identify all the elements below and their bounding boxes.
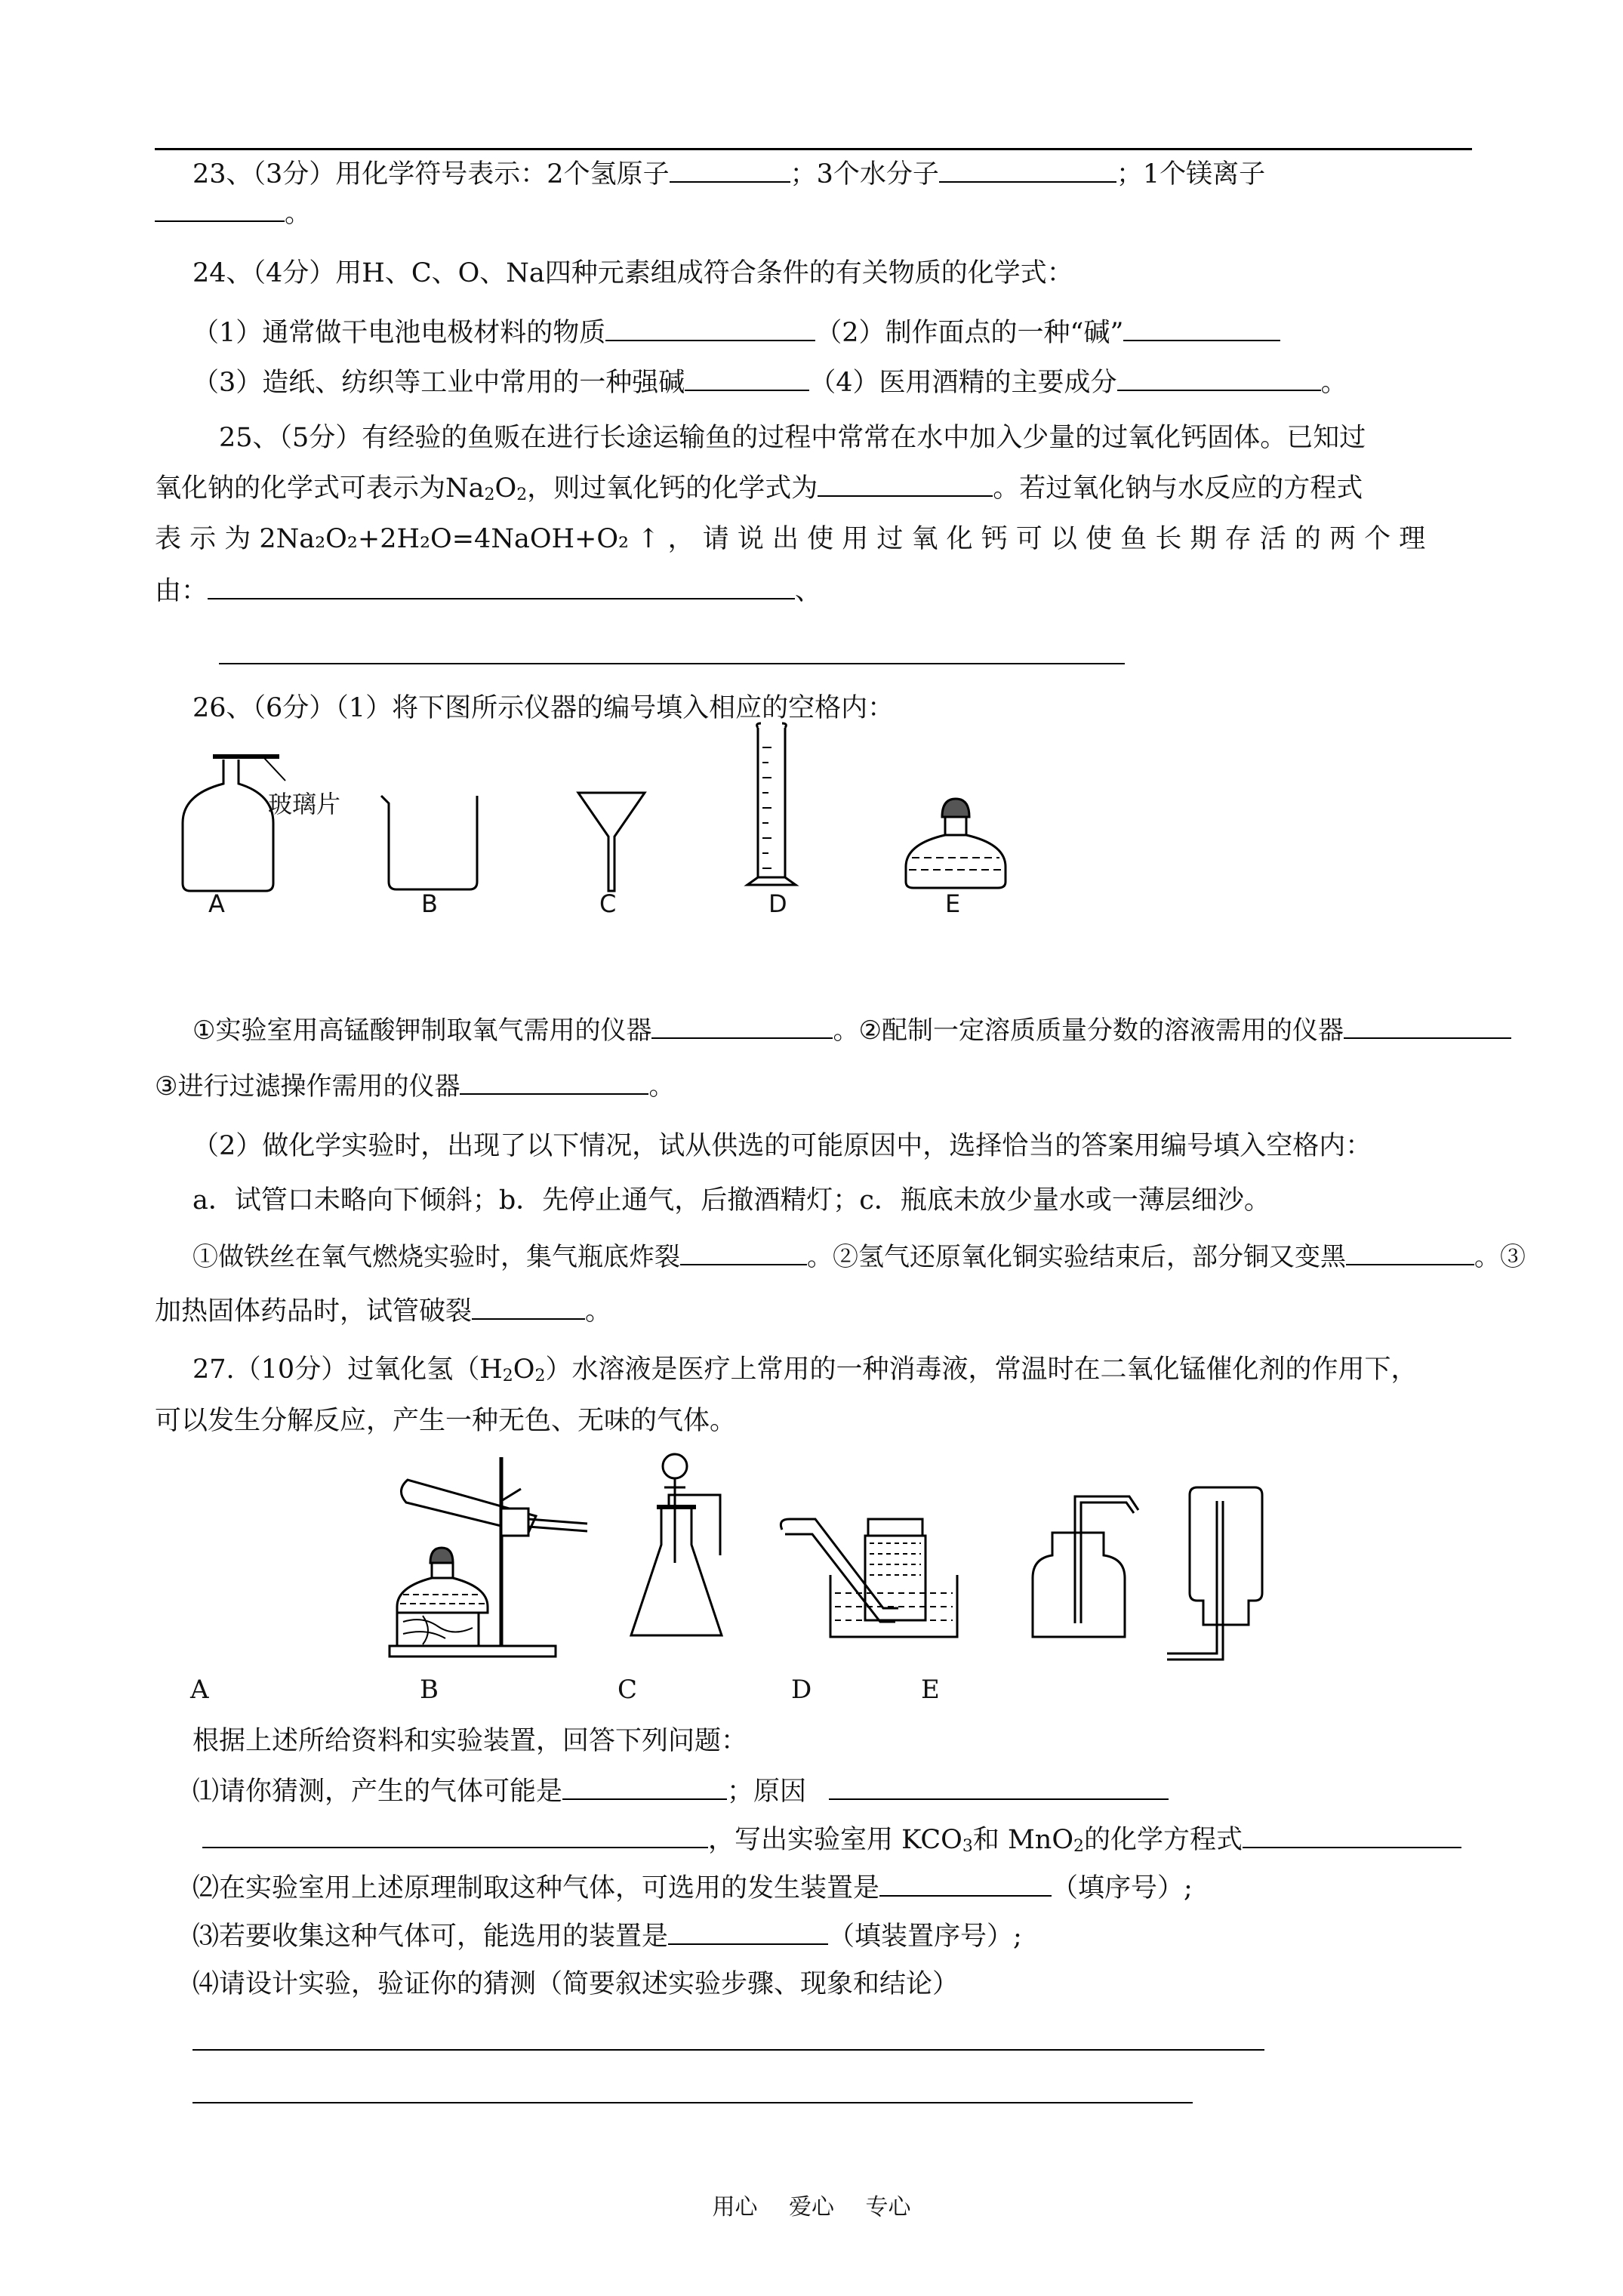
beaker-icon [381,796,477,889]
q25-line3: 表 示 为 2Na₂O₂+2H₂O=4NaOH+O₂ ↑ ， 请 说 出 使 用 过 氧 化 钙 可 以 使 鱼 长 期 存 活 的 两 个 理 [155,524,1426,554]
q27-s4: ⑷请设计实验，验证你的猜测（简要叙述实验步骤、现象和结论） [192,1969,959,1999]
q27-s1-cont: ，写出实验室用 $KCO_3$和 MnO$_2$的化学方程式 [202,1821,1461,1858]
q27-s1: ⑴请你猜测，产生的气体可能是 ；原因 [192,1773,1169,1810]
q27-s3: ⑶若要收集这种气体可，能选用的装置是 （填装置序号）; [192,1918,1022,1955]
q27-blank-reason[interactable] [829,1773,1169,1800]
q26-blank-iron[interactable] [680,1238,807,1265]
q26-blank-solution[interactable] [1344,1012,1511,1039]
q25-blank-formula[interactable] [818,470,993,497]
q24-blank-4[interactable] [1117,364,1321,391]
glass-plate-label: 玻璃片 [268,790,341,818]
q24-row2: （3）造纸、纺织等工业中常用的一种强碱 （4）医用酒精的主要成分 。 [192,364,1347,401]
header-rule [155,148,1472,150]
q25-line1: 25、（5分）有经验的鱼贩在进行长途运输鱼的过程中常常在水中加入少量的过氧化钙固体。已知过 [219,423,1366,453]
footer-word-1: 用心 [712,2194,758,2220]
q25-line2: 氧化钠的化学式可表示为$Na_2O_2$，则过氧化钙的化学式为 。若过氧化钠与水反应的方程式 [155,470,1363,507]
gas-collection-bottle-down-icon [1167,1487,1262,1660]
q26-blank-kmno4[interactable] [651,1012,833,1039]
graduated-cylinder-icon [747,723,796,885]
q24-blank-2[interactable] [1123,314,1280,341]
q27-blank-gas[interactable] [562,1773,727,1800]
q23-blank-h-atoms[interactable] [670,156,790,183]
q27-blank-collector[interactable] [668,1918,828,1945]
funnel-icon [578,793,645,891]
heating-apparatus-icon [390,1457,587,1657]
footer-word-2: 爱心 [789,2194,834,2220]
water-trough-icon [781,1519,957,1637]
q26-blank-tube[interactable] [472,1293,585,1320]
q25-line4: 由： 、 [155,572,821,609]
instrument-label-b: B [421,889,438,918]
q24-row1: （1）通常做干电池电极材料的物质 （2）制作面点的一种“碱” [192,314,1280,351]
instrument-label-a: A [208,889,225,918]
instrument-label-c: C [599,889,617,918]
q26-p6: 加热固体药品时，试管破裂 。 [155,1293,611,1330]
q24-blank-1[interactable] [605,314,815,341]
q27-s2: ⑵在实验室用上述原理制取这种气体，可选用的发生装置是 （填序号）; [192,1869,1193,1906]
q23-line2: 。 [155,195,311,232]
q23-blank-water[interactable] [939,156,1116,183]
q23-line1: 23、（3分）用化学符号表示：2个氢原子 ；3个水分子 ；1个镁离子 [192,156,1265,193]
page-footer [0,2188,1623,2221]
q27-line2: 可以发生分解反应，产生一种无色、无味的气体。 [155,1406,737,1436]
q26-intro: 26、（6分）（1）将下图所示仪器的编号填入相应的空格内： [192,693,895,723]
gas-collection-bottle-up-icon [1033,1496,1138,1637]
q24-blank-3[interactable] [685,364,809,391]
instrument-label-d: D [768,889,787,918]
q27-question-intro: 根据上述所给资料和实验装置，回答下列问题： [192,1726,748,1756]
q26-p2: ③进行过滤操作需用的仪器 。 [155,1068,674,1105]
q26-p1: ①实验室用高锰酸钾制取氧气需用的仪器 。②配制一定溶质质量分数的溶液需用的仪器 [192,1012,1511,1049]
instrument-label-e: E [945,889,961,918]
q26-p4: a．试管口未略向下倾斜；b．先停止通气，后撤酒精灯；c．瓶底未放少量水或一薄层细沙。 [192,1185,1270,1216]
apparatus-label-e: E [921,1675,940,1705]
q27-blank-generator[interactable] [879,1869,1052,1897]
q27-blank-equation[interactable] [1243,1821,1461,1848]
footer-word-3: 专心 [865,2194,911,2220]
q23-blank-mg-ion[interactable] [155,195,285,222]
apparatus-label-a: A [190,1675,209,1705]
conical-flask-icon [631,1454,722,1635]
apparatus-label-c: C [617,1675,638,1705]
apparatus-label-d: D [791,1675,812,1705]
q26-blank-filter[interactable] [460,1068,648,1095]
q25-blank-reason2[interactable] [219,663,1125,664]
q27-blank-design-1[interactable] [192,2049,1264,2051]
q26-p3: （2）做化学实验时，出现了以下情况，试从供选的可能原因中，选择恰当的答案用编号填入空格内： [192,1131,1372,1161]
q27-blank-design-2[interactable] [192,2102,1193,2103]
gas-bottle-icon [183,757,285,891]
q26-p5: ①做铁丝在氧气燃烧实验时，集气瓶底炸裂 。②氢气还原氧化铜实验结束后，部分铜又变黑 。③ [192,1238,1526,1275]
apparatus-label-b: B [420,1675,439,1705]
alcohol-lamp-icon [906,799,1006,888]
q25-blank-reason1[interactable] [208,572,795,599]
q24-intro: 24、（4分）用H、C、O、Na四种元素组成符合条件的有关物质的化学式： [192,258,1073,288]
q27-line1: 27.（10分）过氧化氢$(H_2O_2)$水溶液是医疗上常用的一种消毒液，常温时在二氧化锰催化剂的作用下， [192,1354,1418,1385]
q26-blank-copper[interactable] [1346,1238,1474,1265]
q27-blank-reason-cont[interactable] [202,1821,708,1848]
